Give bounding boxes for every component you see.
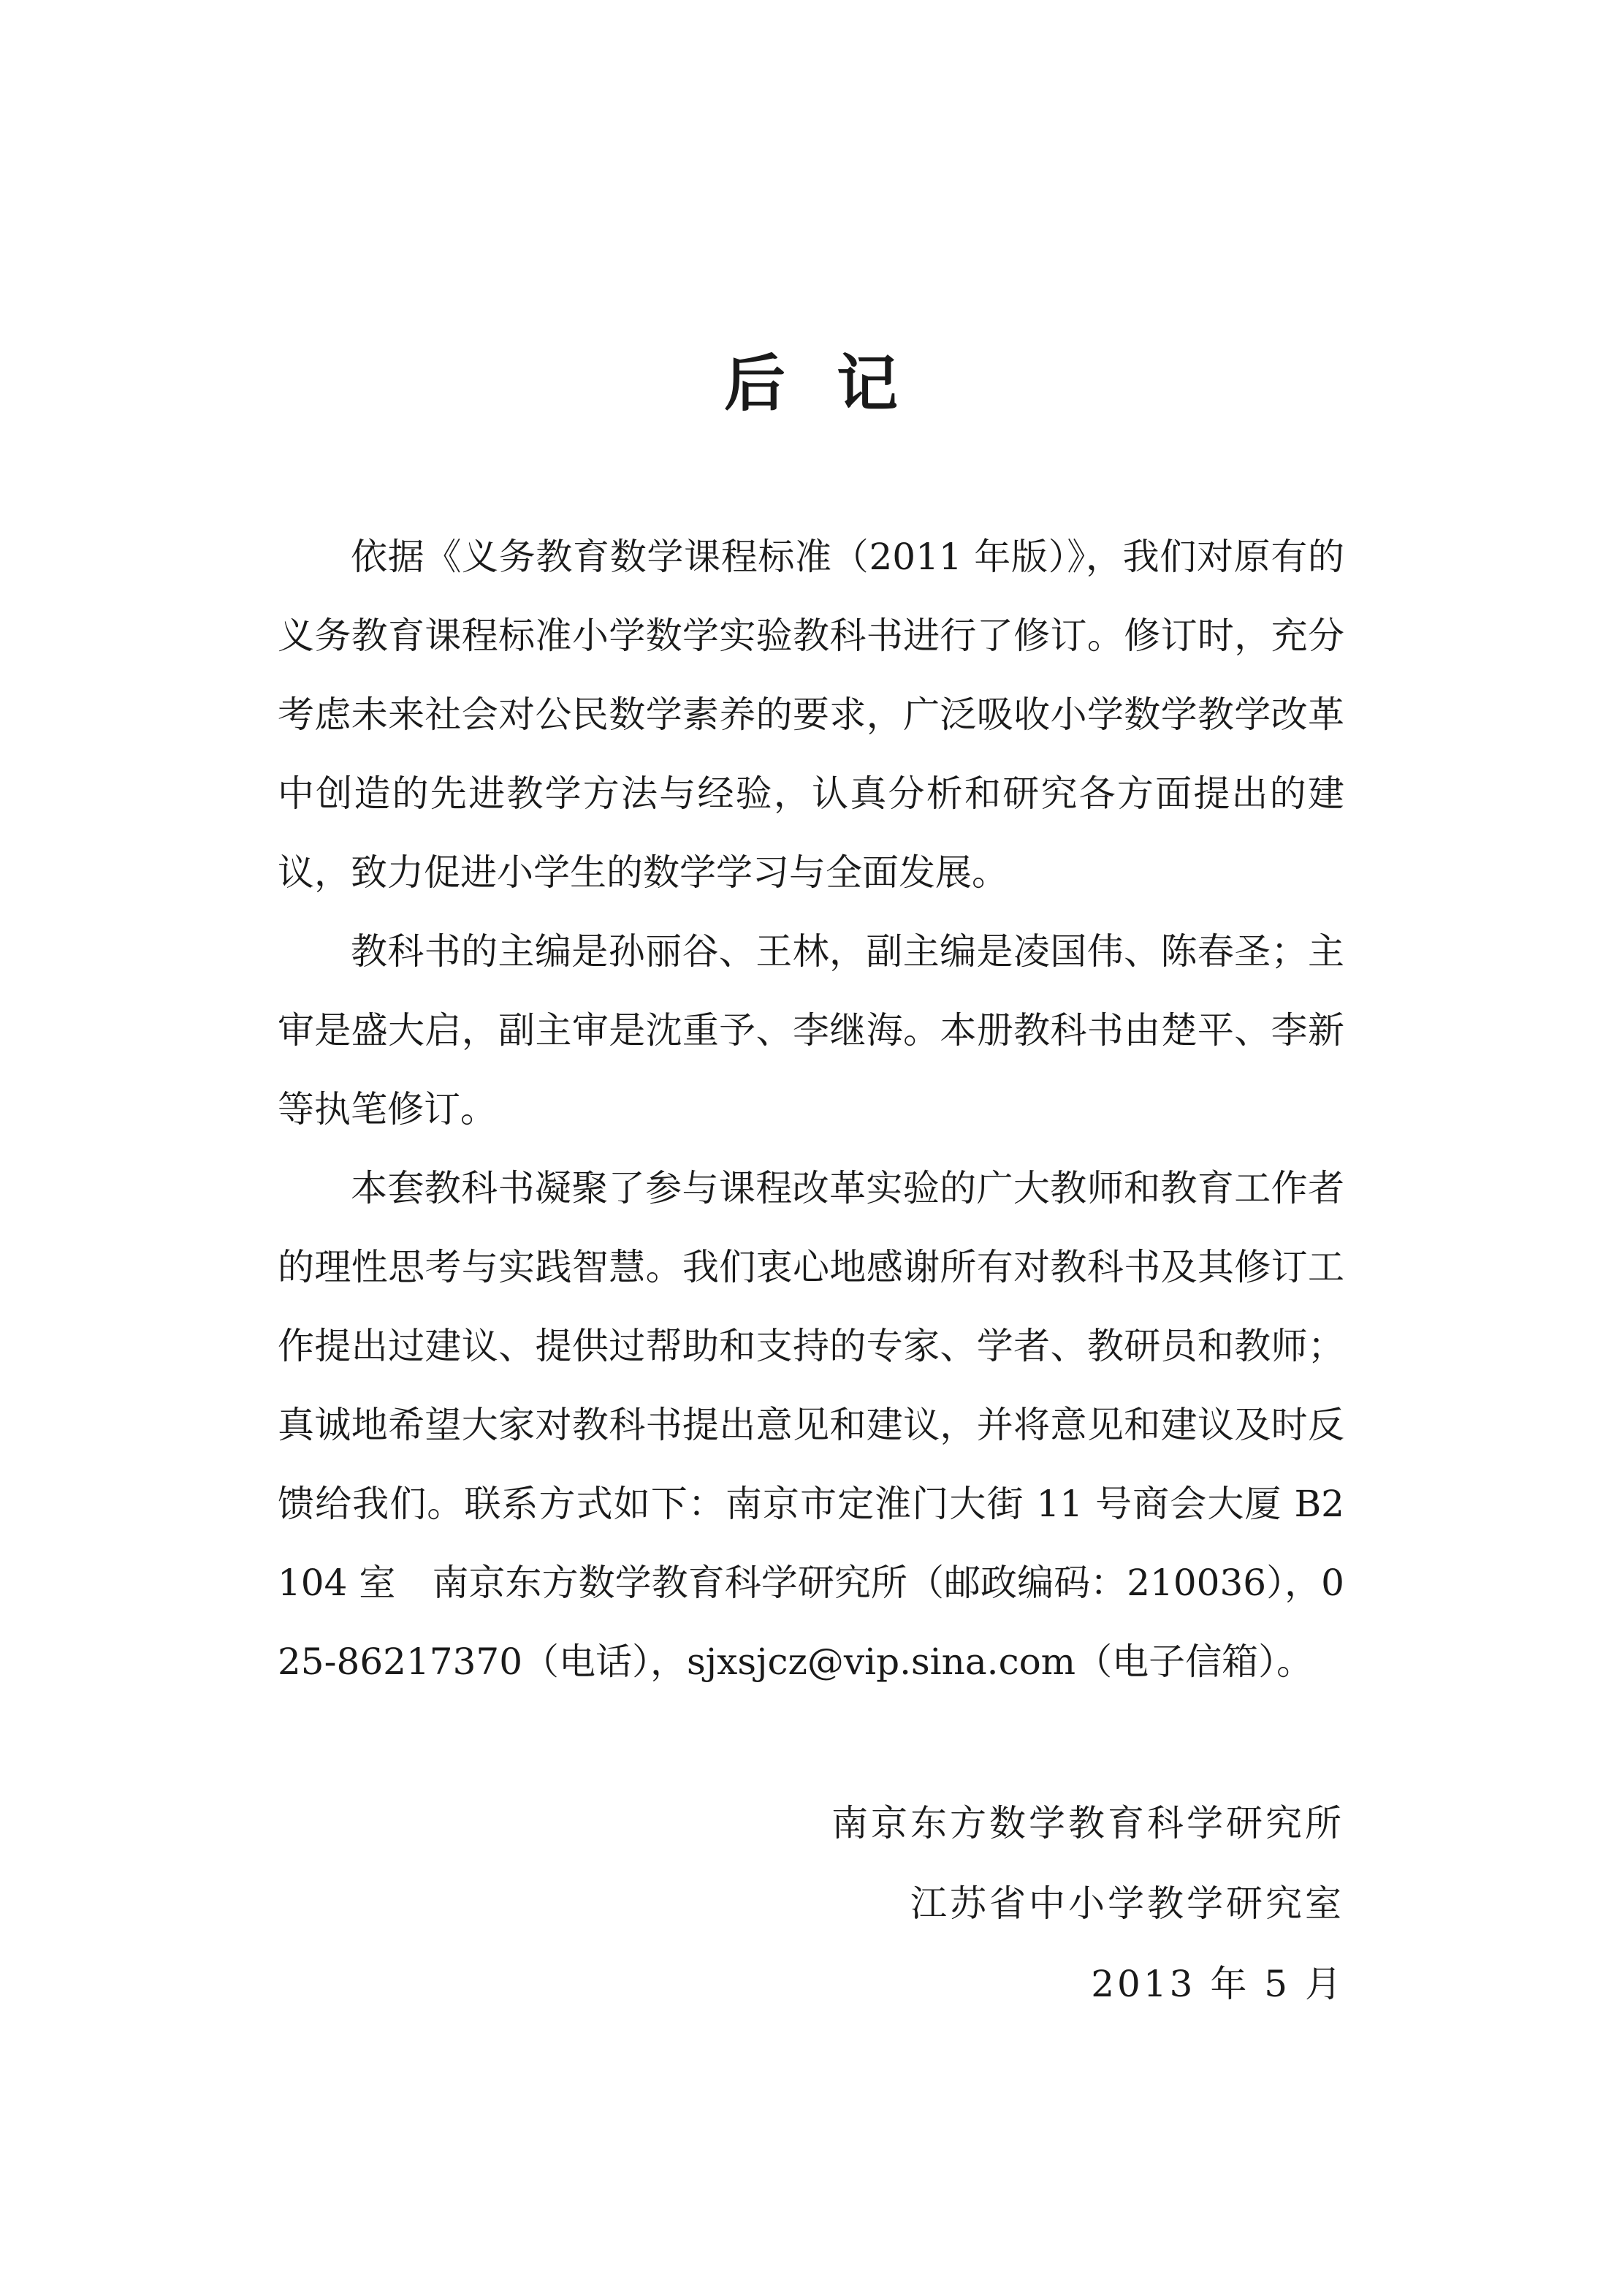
signature-date: 2013 年 5 月 — [1091, 1963, 1344, 2005]
page-title: 后记 — [723, 348, 949, 419]
paragraph-acknowledgement-contact: 本套教科书凝聚了参与课程改革实验的广大教师和教育工作者的理性思考与实践智慧。我们衷心地感谢所有对教科书及其修订工作提出过建议、提供过帮助和支持的专家、学者、教研员和教师；真诚地希望大家对教科书提出意见和建议，并将意见和建议及时反馈给我们。联系方式如下：南京市定淮门大街 11 号商会大厦 B2104 室 南京东方数学教育科学研究所（邮政编码：210036），025-86217370（电话），sjxsjcz@vip.sina.com（电子信箱）。 — [278, 1167, 1344, 1683]
signature-org-1: 南京东方数学教育科学研究所 — [831, 1802, 1344, 1844]
paragraph-editors: 教科书的主编是孙丽谷、王林，副主编是凌国伟、陈春圣；主审是盛大启，副主审是沈重予、李继海。本册教科书由楚平、李新等执笔修订。 — [278, 930, 1344, 1130]
body-text — [278, 517, 1344, 1701]
signature-block — [831, 1783, 1344, 2024]
paragraph-revision-basis: 依据《义务教育数学课程标准（2011 年版）》，我们对原有的义务教育课程标准小学数学实验教科书进行了修订。修订时，充分考虑未来社会对公民数学素养的要求，广泛吸收小学数学教学改革中创造的先进教学方法与经验，认真分析和研究各方面提出的建议，致力促进小学生的数学学习与全面发展。 — [278, 536, 1344, 894]
signature-org-2: 江苏省中小学教学研究室 — [910, 1882, 1344, 1925]
